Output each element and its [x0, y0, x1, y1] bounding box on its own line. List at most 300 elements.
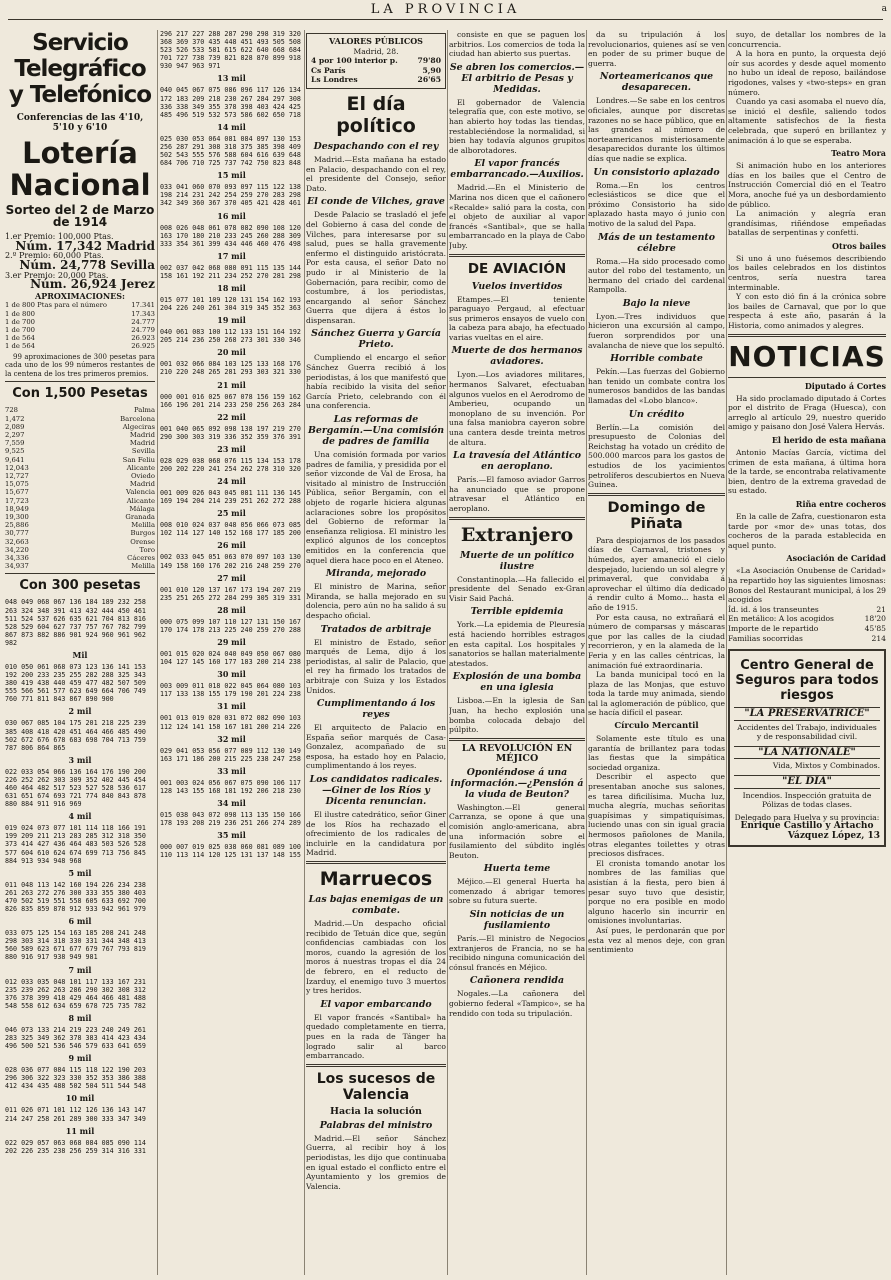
- thousand-heading: 29 mil: [217, 637, 246, 648]
- prize-city: Melilla: [131, 562, 155, 571]
- article-text: La banda municipal tocó en la plaza de las Monjas, que estuvo toda la tarde muy animada, siendo tal la aglomeración de público, que se hacía difícil el pasear.: [588, 670, 725, 718]
- article-text: El ministro de Estado, señor marqués de Lema, dijo á los periodistas, al salir de Palacio, que el rey ha firmado los tratados de arbitraje con Suiza y los Estados Unidos.: [306, 637, 446, 695]
- lottery-title: Lotería Nacional: [9, 136, 151, 203]
- article-text: El vapor francés «Santibal» ha quedado completamente en tierra, pues en la rada de Tánger ha logrado salir al barco embarrancado.: [306, 1012, 446, 1061]
- article-heading: Más de un testamento célebre: [598, 231, 715, 254]
- article-heading: Círculo Mercantil: [614, 721, 699, 732]
- prize-number: 9,525: [5, 447, 25, 456]
- article-heading: Otros bailes: [832, 240, 886, 251]
- value-label: Ls Londres: [311, 75, 358, 85]
- prize-row: [5, 529, 155, 537]
- prize-number: 32,663: [5, 537, 29, 546]
- number-block: 029 041 053 056 077 089 112 130 149 163 171 186 200 215 225 238 247 258: [160, 746, 301, 763]
- article-heading: Diputado á Cortes: [804, 380, 886, 391]
- article-text: «La Asociación Onubense de Caridad» ha repartido hoy las siguientes limosnas:: [728, 566, 886, 585]
- prize-city: Orense: [130, 537, 155, 546]
- article-heading: La travesía del Atlántico en aeroplano.: [453, 450, 581, 473]
- insurance-title: Centro General de Seguros para todos riesgos: [735, 658, 879, 704]
- article-text: El ministro de Marina, señor Miranda, se halla mejorado en su dolencia, pero aún no ha salido á su despacho oficial.: [306, 582, 446, 620]
- number-block: 030 067 085 104 175 201 218 225 239 385 408 418 420 451 464 466 485 490 502 672 676 678 683 698 704 713 759 787 806 864 865: [5, 719, 146, 752]
- prize-number: 34,937: [5, 562, 29, 571]
- article-heading: Los candidatos radicales.—Giner de los Ríos y Dicenta renuncian.: [309, 774, 443, 808]
- charity-value: 214: [871, 633, 886, 643]
- prize-number: 15,075: [5, 480, 29, 489]
- article-heading: Se abren los comercios.—El arbitrio de Pesas y Medidas.: [449, 61, 585, 95]
- charity-list: [728, 586, 886, 644]
- section-title: DE AVIACIÓN: [467, 260, 567, 277]
- number-block: 011 026 071 101 112 126 136 143 147 214 247 258 261 289 300 333 347 349: [5, 1106, 146, 1123]
- charity-row: [728, 586, 886, 605]
- newspaper-title: LA PROVINCIA: [370, 2, 521, 17]
- thousand-heading: 24 mil: [217, 476, 246, 487]
- number-block: 001 003 024 056 067 075 090 106 117 128 143 155 168 181 192 206 218 230: [160, 778, 301, 795]
- approximation-row: [5, 326, 155, 334]
- prize-item: [5, 232, 155, 251]
- prize-number: 17,723: [5, 496, 29, 505]
- number-block: 001 015 020 024 040 049 050 067 080 104 127 145 160 177 183 200 214 238: [160, 650, 301, 667]
- article-text: París.—El ministro de Negocios extranjeros de Francia, no se ha recibido ninguna comunicación del cónsul francés en Méjico.: [449, 934, 585, 972]
- column-divider: [726, 30, 727, 1275]
- thousand-heading: 2 mil: [68, 706, 92, 717]
- value-amount: 79'80: [417, 56, 441, 66]
- prize-city: Algeciras: [122, 422, 155, 431]
- draw-date: Sorteo del 2 de Marzo de 1914: [5, 203, 155, 230]
- prize-city: Valencia: [126, 488, 155, 497]
- number-block: 022 029 057 063 068 084 085 090 114 202 226 235 238 256 259 314 316 331: [5, 1138, 146, 1155]
- thousand-heading: 5 mil: [68, 867, 92, 878]
- number-block: 012 033 035 048 101 117 133 167 231 235 239 262 263 286 290 302 308 312 376 378 399 418 429 464 466 481 488 548 558 612 634 659 678 725 735 782: [5, 977, 146, 1010]
- number-block: 040 045 067 075 086 096 117 126 134 172 183 209 218 230 267 284 297 308 336 338 349 355 378 398 403 424 425 485 496 519 532 573 586 602 650 718: [160, 86, 301, 119]
- prize-row: [5, 546, 155, 554]
- prize-number: 12,727: [5, 471, 29, 480]
- charity-row: [728, 605, 886, 615]
- article-heading: Tratados de arbitraje: [320, 623, 432, 635]
- charity-label: Familias socorridas: [728, 633, 803, 643]
- section-title: Extranjero: [460, 523, 574, 546]
- approximation-amount: 1 de 700: [5, 317, 35, 326]
- thousand-heading: 3 mil: [68, 754, 92, 765]
- thousand-heading: 19 mil: [217, 315, 246, 326]
- section-title: LA REVOLUCIÓN EN MÉJICO: [461, 742, 573, 764]
- thousand-heading: 30 mil: [217, 669, 246, 680]
- prize-number: 9,641: [5, 455, 25, 464]
- number-block: 002 033 045 051 063 070 097 103 130 149 158 160 176 202 216 248 259 270: [160, 553, 301, 570]
- approximation-row: [5, 342, 155, 350]
- prize-city: Granada: [125, 512, 155, 521]
- article-text: Madrid.—Esta mañana ha estado en Palacio, despachando con el rey, el presidente del Consejo, señor Dato.: [306, 154, 446, 193]
- prize-row: [5, 554, 155, 562]
- value-row: [311, 75, 441, 85]
- number-block: 015 077 101 109 120 131 154 162 193 204 226 240 261 304 319 345 352 363: [160, 295, 301, 313]
- article-text: Berlín.—La comisión del presupuesto de Colonias del Reichstag ha votado un crédito de 500.000 marcos para los gastos de estudios de los yacimientos petrolíferos descubiertos en Nueva Guinea.: [588, 422, 725, 490]
- charity-label: Íd. id. á los transeuntes: [728, 604, 819, 614]
- masthead-rule: [8, 19, 883, 20]
- prize-number: 12,043: [5, 463, 29, 472]
- number-block: 046 073 133 214 219 223 240 249 261 283 325 349 362 378 383 414 423 434 496 500 521 536 546 579 633 641 659: [5, 1025, 146, 1051]
- prize-city: Alicante: [126, 463, 155, 472]
- value-label: 4 por 100 interior p.: [311, 56, 398, 66]
- insurer-name: "EL DIA": [734, 775, 880, 789]
- article-heading: Terrible epidemia: [470, 606, 564, 618]
- charity-row: [728, 614, 886, 624]
- page-mark: a: [881, 4, 887, 14]
- article-heading: Despachando con el rey: [313, 140, 439, 152]
- prize-item: [5, 271, 155, 290]
- article-subheading: Palabras del ministro: [319, 1119, 433, 1131]
- thousand-heading: 6 mil: [68, 916, 92, 927]
- article-text: Así pues, le perdonarán que por esta vez al menos deje, con gran sentimiento: [588, 925, 725, 955]
- article-text: Cuando ya casi asomaba el nuevo día, se inició el desfile, saliendo todos altamente satisfechos de la fiesta celebrada, que superó en brillantez y animación á lo que se esperaba.: [728, 97, 886, 145]
- thousand-heading: 33 mil: [217, 765, 246, 776]
- article-text: La animación y alegría eran grandísimas, riñéndose empeñadas batallas de serpentinas y confetti.: [728, 209, 886, 238]
- article-text: Lisboa.—En la iglesia de San Juan, ha hecho explosión una bomba colocada debajo del púlpito.: [449, 696, 585, 735]
- thousand-heading: 34 mil: [217, 797, 246, 808]
- prize-number: 15,677: [5, 488, 29, 497]
- prize-city: Melilla: [131, 521, 155, 530]
- article-heading: Sin noticias de un fusilamiento: [469, 909, 565, 932]
- article-text: York.—La epidemia de Pleuresía está haciendo horribles estragos en esta capital. Los hospitales y sanatorios se hallan materialmente atestados.: [449, 620, 585, 668]
- charity-value: 45'85: [864, 623, 886, 633]
- article-heading: Huerta teme: [483, 863, 551, 875]
- prize-row: [5, 480, 155, 488]
- article-text: Roma.—Ha sido procesado como autor del robo del testamento, un hermano del criado del cardenal Rampolla.: [588, 256, 725, 295]
- number-block: 002 037 042 068 080 091 115 135 144 158 161 192 211 234 252 270 281 298: [160, 263, 301, 280]
- prize-row: [5, 562, 155, 570]
- divider: [728, 334, 886, 337]
- column-foreign-local: [588, 30, 725, 1275]
- prize-city: Toro: [139, 545, 155, 554]
- prize-number: 728: [5, 406, 18, 415]
- divider: [306, 1064, 446, 1067]
- value-amount: 26'65: [417, 75, 441, 85]
- approximation-amount: 1 de 564: [5, 334, 35, 343]
- article-heading: Muerte de un político ilustre: [459, 549, 575, 572]
- thousand-heading: 10 mil: [65, 1093, 95, 1104]
- number-block: 019 024 073 077 101 114 118 166 191 199 209 211 213 283 285 312 318 350 373 414 427 436 464 483 503 526 528 577 604 610 624 674 699 713 756 845 884 913 934 948 968: [5, 824, 146, 865]
- number-block: 001 009 026 043 045 081 111 136 145 169 194 204 214 239 251 262 272 288: [160, 489, 301, 506]
- article-text: Si animación hubo en los anteriores días en los bailes que el Centro de Instrucción Comercial dió en el Teatro Mora, anoche fué ya un desbordamiento de público.: [728, 161, 886, 209]
- prize-city: Barcelona: [120, 414, 155, 423]
- divider: [449, 738, 585, 741]
- prize-number: Núm. 26,924 Jerez: [30, 277, 155, 292]
- insurer-description: Accidentes del Trabajo, individuales y de responsabilidad civil.: [737, 722, 877, 742]
- prize-city: Sevilla: [131, 447, 155, 456]
- article-text: A la hora en punto, la orquesta dejó oír sus acordes y desde aquel momento no hubo un ideal de reposo, bailándose rigodones, valses y «two-steps» en gran número.: [728, 49, 886, 97]
- charity-label: En metálico: A los acogidos: [728, 614, 834, 624]
- prize-city: Madrid: [129, 480, 155, 489]
- article-heading: Explosión de una bomba en una iglesia: [452, 671, 582, 694]
- article-text: Si uno á uno fuésemos describiendo los bailes celebrados en los distintos centros, sería nuestra tarea interminable.: [728, 253, 886, 292]
- thousand-heading: 22 mil: [217, 411, 246, 422]
- article-text: suyo, de detallar los nombres de la concurrencia.: [728, 30, 886, 49]
- prizes-1500-list: [5, 406, 155, 570]
- delegate-name: Enrique Castillo y Artacho: [740, 821, 874, 832]
- prize-row: [5, 497, 155, 505]
- number-block: 001 010 120 137 167 173 194 207 219 235 251 265 272 284 299 305 319 331: [160, 585, 301, 602]
- approximations-list: [5, 301, 155, 350]
- prize-row: [5, 472, 155, 480]
- section-title: Los sucesos de Valencia: [316, 1070, 436, 1103]
- prize-city: Burgos: [130, 529, 155, 538]
- section-title: El día político: [336, 92, 416, 137]
- insurance-ad: [728, 649, 886, 847]
- article-text: Ha sido proclamado diputado á Cortes por el distrito de Fraga (Huesca), con arreglo al artículo 29, nuestro querido amigo y paisano don José Valera Hervás.: [728, 393, 886, 432]
- article-text: Desde Palacio se trasladó el jefe del Gobierno á casa del conde de Vilches, para interesarse por su salud, pues se halla gravemente enfermo el distinguido aristócrata. Por esta causa, el señor Dato no pudo ir al Ministerio de la Gobernación, para recibir, como de costumbre, á los periodistas, encargando al señor Sánchez Guerra que dijera á éstos lo dispensaran.: [306, 210, 446, 325]
- prize-number: 18,949: [5, 504, 29, 513]
- article-text: Cumpliendo el encargo el señor Sánchez Guerra recibió á los periodistas, á los que manifestó que había recibido la visita del señor García Prieto, celebrando con él una conferencia.: [306, 353, 446, 411]
- approximation-row: [5, 310, 155, 318]
- article-heading: El conde de Vilches, grave: [307, 196, 445, 208]
- prize-number: 25,886: [5, 521, 29, 530]
- section-title: Marruecos: [319, 868, 433, 891]
- prize-row: [5, 521, 155, 529]
- prize-row: [5, 415, 155, 423]
- article-text: Méjico.—El general Huerta ha comenzado á abrigar temores sobre su futura suerte.: [449, 877, 585, 906]
- prize-city: San Feliu: [122, 455, 155, 464]
- thousand-heading: 7 mil: [68, 964, 92, 975]
- article-text: El arquitecto de Palacio en España señor marqués de Casa-Gonzalez, acompañado de su esposa, ha estado hoy en Palacio, cumplimentando á los reyes.: [306, 723, 446, 771]
- divider: [728, 377, 886, 378]
- prize-number: 30,777: [5, 529, 29, 538]
- article-heading: Oponiéndose á una información.—¿Pensión á la viuda de Beuton?: [450, 766, 584, 800]
- charity-row: [728, 624, 886, 634]
- thousand-heading: 31 mil: [217, 701, 246, 712]
- conferences-line: Conferencias de las 4'10, 5'10 y 6'10: [16, 113, 144, 133]
- thousand-heading: 27 mil: [217, 572, 246, 583]
- thousand-heading: 23 mil: [217, 443, 246, 454]
- value-amount: 5,90: [422, 65, 441, 75]
- column-divider: [157, 30, 158, 1275]
- article-text: da su tripulación á los revolucionarios, quienes así se ven en poder de su primer buque de guerra.: [588, 30, 725, 68]
- prize-label: 2.º Premio: 60,000 Ptas.: [5, 251, 104, 261]
- article-heading: Norteamericanos que desaparecen.: [599, 71, 714, 94]
- column-divider: [586, 30, 587, 1275]
- article-text: Y con esto dió fin á la crónica sobre los bailes de Carnaval, que por lo que respecta á este año, pasarán á la Historia, como animados y alegres.: [728, 292, 886, 331]
- prize-row: [5, 488, 155, 496]
- prize-item: [5, 251, 155, 270]
- article-text: Pekín.—Las fuerzas del Gobierno han tenido un combate contra los numerosos bandidos de las bandas llamadas del «Lobo blanco».: [588, 367, 725, 406]
- article-heading: Horrible combate: [610, 353, 703, 365]
- article-text: Para despiojarnos de los pasados días de Carnaval, tristones y húmedos, ayer amaneció el cielo despejado, luciendo un sol alegre y primaveral, que convidaba á aprovechar el último día dedicado á rendir culto á Momo... hasta el año de 1915.: [588, 535, 725, 612]
- divider: [5, 381, 155, 382]
- number-block: 048 049 068 067 136 184 189 232 258 263 324 348 391 413 432 444 450 461 511 524 537 626 635 621 704 813 816 528 529 604 627 737 757 767 782 799 867 873 882 886 901 924 960 961 962 982: [5, 598, 146, 647]
- thousand-heading: 18 mil: [217, 282, 246, 293]
- divider: [5, 573, 155, 574]
- charity-value: 29: [876, 585, 886, 595]
- heading-300: Con 300 pesetas: [19, 578, 141, 594]
- column-politics: [306, 30, 446, 1275]
- column-notices: [728, 30, 886, 1275]
- number-block: 033 041 060 070 093 097 115 122 138 198 214 231 242 254 259 270 283 298 342 349 360 367 370 405 421 428 461: [160, 183, 301, 208]
- divider: [306, 861, 446, 864]
- number-block: 003 009 011 018 022 045 064 080 103 117 133 138 155 179 190 201 224 238: [160, 682, 301, 699]
- number-block: 001 013 019 020 031 072 082 090 103 112 124 141 158 167 181 200 214 226: [160, 714, 301, 731]
- article-text: Lyon.—Tres individuos que hicieron una excursión al campo, fueron sorprendidos por una avalancha de nieve que los sepultó.: [588, 311, 725, 350]
- thousand-heading: 32 mil: [217, 733, 246, 744]
- prize-row: [5, 538, 155, 546]
- public-values-title: VALORES PÚBLICOS: [329, 36, 423, 46]
- thousand-heading: 11 mil: [65, 1125, 95, 1136]
- number-block: 028 036 077 084 115 118 122 190 203 296 306 322 323 330 352 353 386 388 412 434 435 488 502 504 511 544 548: [5, 1066, 146, 1091]
- article-heading: Asociación de Caridad: [786, 553, 886, 564]
- article-heading: Cumplimentando á los reyes: [316, 698, 436, 721]
- prize-number: 2,297: [5, 430, 25, 439]
- charity-value: 21: [876, 604, 886, 614]
- article-text: Nogales.—La cañonera del gobierno federal «Tampico», se ha rendido con toda su tripulación.: [449, 989, 585, 1018]
- article-text: Lyon.—Los aviadores militares, hermanos Salvaret, efectuaban algunos vuelos en el Aerodromo de Amberieu, ocupando un monoplano de su invención. Por una falsa maniobra cayeron sobre una cantera desde treinta metros de altura.: [449, 370, 585, 447]
- thousand-heading: 17 mil: [217, 250, 246, 261]
- article-text: Etampes.—El teniente paraguayo Pergaud, al efectuar sus primeros ensayos de vuelo con la cabeza para abajo, ha efectuado varias vueltas en el aire.: [449, 294, 585, 342]
- approximation-amount: 1 de 800: [5, 309, 35, 318]
- column-lottery: [5, 30, 155, 1275]
- article-text: Madrid.—Un despacho oficial recibido de Tetuán dice que, según confidencias cambiadas con los moros, cuando la agresión de los moros á nuestras tropas el día 24 de febrero, en el reducto de Izarduy, el enemigo tuvo 3 muertos y tres heridos.: [306, 919, 446, 996]
- article-heading: El vapor francés embarrancado.—Auxilios.: [450, 158, 584, 181]
- prize-city: Cáceres: [127, 554, 155, 562]
- article-text: Washington.—El general Carranza, se opone á que una comisión anglo-americana, abra una información sobre el fusilamiento del súbdito inglés Beuton.: [449, 802, 585, 860]
- article-heading: El herido de esta mañana: [771, 435, 886, 445]
- divider: [588, 493, 725, 496]
- thousand-heading: 28 mil: [217, 604, 246, 615]
- telegraph-banner: Servicio Telegráfico y Telefónico: [8, 30, 152, 108]
- number-block: 028 029 038 068 076 115 134 153 178 200 202 220 241 254 262 278 310 320: [160, 456, 301, 473]
- approximation-row: [5, 334, 155, 342]
- thousand-heading: 15 mil: [217, 170, 246, 181]
- article-heading: Sánchez Guerra y García Prieto.: [311, 328, 441, 351]
- number-block: 296 217 227 288 287 290 298 319 320 368 369 370 435 448 451 493 505 508 523 526 533 581 615 622 640 668 684 701 727 738 739 821 828 870 899 918 930 947 963 971: [160, 30, 301, 71]
- article-text: Solamente este título es una garantía de brillantez para todas las fiestas que la simpática sociedad organiza.: [588, 734, 725, 772]
- number-block: 001 032 066 084 103 125 133 168 176 210 220 248 265 281 293 303 321 330: [160, 360, 301, 377]
- notices-title: NOTICIAS: [728, 339, 886, 373]
- number-block: 040 061 083 100 112 133 151 164 192 205 214 236 250 268 273 301 330 346: [160, 328, 301, 345]
- column-divider: [304, 30, 305, 1275]
- number-block: 001 040 065 092 098 138 197 219 270 290 300 303 319 336 352 359 376 391: [160, 424, 301, 441]
- article-heading: Cañonera rendida: [469, 975, 565, 987]
- article-heading: Miranda, mejorado: [325, 568, 427, 580]
- masthead: [0, 0, 891, 28]
- value-label: Cs París: [311, 65, 346, 75]
- prize-number: Núm. 17,342 Madrid: [15, 238, 155, 253]
- insurer-description: Vida, Mixtos y Combinados.: [772, 761, 880, 771]
- prize-number: 34,220: [5, 545, 29, 554]
- thousand-heading: 8 mil: [68, 1012, 92, 1023]
- thousand-heading: 35 mil: [217, 830, 246, 841]
- article-text: consiste en que se paguen los arbitrios. Los comercios de toda la ciudad han abierto sus puertas.: [449, 30, 585, 59]
- thousand-heading: 4 mil: [68, 811, 92, 822]
- insurer-name: "LA NATIONALE": [734, 746, 880, 760]
- divider: [449, 254, 585, 257]
- article-text: El gobernador de Valencia telegrafía que, con este motivo, se han abierto hoy todas las tiendas, restableciéndose la normalidad, si bien hay todavía algunos grupitos de alborotadores.: [449, 97, 585, 155]
- prize-city: Palma: [134, 406, 155, 415]
- article-heading: El vapor embarcando: [320, 998, 432, 1010]
- insurer-description: Incendios. Inspección gratuita de Pólizas de todas clases.: [742, 790, 872, 810]
- approximation-number: 24.779: [131, 325, 155, 334]
- prize-city: Oviedo: [130, 471, 155, 480]
- number-block: 010 050 061 068 073 123 136 141 153 192 200 233 235 255 282 288 325 343 380 419 438 440 459 477 482 507 509 555 566 561 577 623 649 664 706 749 760 771 811 843 867 890 900: [5, 662, 146, 704]
- article-text: Madrid.—En el Ministerio de Marina nos dicen que el cañonero «Recalde» salió para la costa, con el objeto de auxiliar al vapor francés «Santibal», que se halla embarrancado en la playa de Cabo Juby.: [449, 183, 585, 250]
- thousand-heading: 14 mil: [217, 121, 246, 132]
- approximation-number: 26.923: [131, 334, 155, 343]
- approximation-number: 24.777: [131, 317, 155, 326]
- number-block: 022 033 054 066 136 164 176 190 200 226 252 262 303 309 352 402 445 454 460 464 482 517 523 527 528 536 617 631 651 674 693 721 774 840 843 878 880 884 911 916 969: [5, 767, 146, 809]
- approximation-row: [5, 301, 155, 309]
- charity-row: [728, 634, 886, 644]
- article-text: París.—El famoso aviador Garros ha anunciado que se propone atravesar el Atlántico en aeroplano.: [449, 475, 585, 513]
- approximations-heading: APROXIMACIONES:: [35, 290, 125, 301]
- prize-city: Málaga: [129, 504, 155, 513]
- prize-number: 1,472: [5, 414, 25, 423]
- approximation-row: [5, 318, 155, 326]
- insurer-name: "LA PRESERVATRICE": [734, 707, 880, 721]
- section-title: Domingo de Piñata: [607, 499, 706, 532]
- article-heading: Un consistorio aplazado: [593, 166, 720, 178]
- article-heading: Vuelos invertidos: [471, 280, 563, 292]
- public-values-box: [306, 33, 446, 89]
- column-lottery-numbers: [160, 30, 303, 1275]
- prize-city: Madrid: [129, 439, 155, 448]
- prize-number: 19,300: [5, 512, 29, 521]
- charity-label: Importe de le repartido: [728, 623, 819, 633]
- number-block: 008 026 048 061 078 082 090 108 120 163 170 180 210 233 245 260 288 309 333 354 361 399 434 446 460 476 498: [160, 223, 301, 248]
- public-values-date: Madrid, 28.: [353, 46, 399, 56]
- heading-1500: Con 1,500 Pesetas: [12, 386, 148, 402]
- article-text: Madrid.—El señor Sánchez Guerra, al recibir hoy á los periodistas, les dijo que continuaba en igual estado el conflicto entre el Ayuntamiento y los gremios de Valencia.: [306, 1133, 446, 1191]
- number-block: 025 030 053 064 081 084 097 130 153 256 287 291 308 318 375 385 398 409 502 543 555 576 588 604 616 639 648 684 706 710 725 737 742 750 823 848: [160, 134, 301, 168]
- article-text: Antonio Macías García, víctima del crimen de esta mañana, á última hora de la tarde, se encontraba relativamente bien, dentro de la extrema gravedad de su estado.: [728, 448, 886, 496]
- prize-row: [5, 423, 155, 431]
- number-block: 000 001 016 025 067 078 156 159 162 166 196 201 214 233 250 256 263 284: [160, 392, 301, 409]
- article-text: Describir el aspecto que presentaban anoche sus salones, es tarea dificilísima. Mucha luz, mucha alegría, muchas señoritas guapísimas y simpatiquísimas, luciendo unas con sin igual gracia hermosos pañolones de Manila, otras elegantes toilettes y otras preciosos disfraces.: [588, 772, 725, 859]
- article-text: Londres.—Se sabe en los centros oficiales, aunque por discretas razones no se hace público, que en las grandes al número de norteamericanos misteriosamente desaparecidos durante los últimos días que nadie se explica.: [588, 96, 725, 163]
- article-heading: Muerte de dos hermanos aviadores.: [451, 345, 583, 368]
- prize-row: [5, 439, 155, 447]
- article-text: Roma.—En los centros eclesiásticos se dice que el próximo Consistorio ha sido aplazado hasta mayo ó junio con motivo de la salud del Papa.: [588, 180, 725, 228]
- prize-label: 3.er Premio: 20,000 Ptas.: [5, 270, 109, 280]
- approximation-amount: 1 de 700: [5, 325, 35, 334]
- prize-row: [5, 447, 155, 455]
- number-block: 000 075 099 107 110 127 131 150 167 170 174 178 213 225 240 259 270 288: [160, 617, 301, 634]
- approximation-amount: 1 de 800 Ptas para el número: [5, 301, 107, 310]
- article-text: El ilustre catedrático, señor Giner de los Ríos ha rechazado el ofrecimiento de los radicales de incluirle en la candidatura por Madrid.: [306, 810, 446, 858]
- charity-label: Bonos del Restaurant municipal, á los acogidos: [728, 585, 874, 605]
- prize-number: 2,089: [5, 422, 25, 431]
- article-text: El cronista tomando anotar los nombres de las familias que asistían á la fiesta, pero bien á pesar suyo tuvo que desistir, porque no era posible en modo alguno hacerlo sin incurrir en omisiones involuntarias.: [588, 858, 725, 926]
- prize-row: [5, 513, 155, 521]
- thousand-heading: Mil: [72, 649, 88, 660]
- prize-city: Madrid: [129, 430, 155, 439]
- prize-number: Núm. 24,778 Sevilla: [19, 257, 155, 272]
- value-row: [311, 66, 441, 76]
- charity-value: 18'20: [864, 614, 886, 624]
- prize-row: [5, 431, 155, 439]
- article-text: Constantinopla.—Ha fallecido el presidente del Senado ex-Gran Visir Said Pachá.: [449, 574, 585, 603]
- divider: [449, 517, 585, 520]
- prize-number: 34,336: [5, 554, 29, 562]
- thousand-heading: 21 mil: [217, 379, 246, 390]
- article-heading: Las bajas enemigas de un combate.: [308, 894, 444, 917]
- article-heading: Las reformas de Bergamín.—Una comisión de padres de familia: [307, 414, 445, 448]
- thousand-heading: 26 mil: [217, 540, 246, 551]
- prize-label: 1.er Premio: 100,000 Ptas.: [5, 232, 114, 242]
- prize-list: [5, 232, 155, 290]
- column-news: [449, 30, 585, 1275]
- thousand-heading: 25 mil: [217, 508, 246, 519]
- number-block: 033 075 125 154 163 185 208 241 248 298 303 314 318 330 331 344 348 413 560 589 623 671 677 679 767 793 819 880 916 917 938 949 981: [5, 929, 146, 962]
- article-heading: Hacia la solución: [330, 1105, 422, 1117]
- thousand-heading: 16 mil: [217, 210, 246, 221]
- column-divider: [447, 30, 448, 1275]
- approximation-number: 17.341: [131, 301, 155, 310]
- number-block: 000 007 019 025 038 060 081 089 100 110 113 114 120 125 131 137 148 155: [160, 843, 301, 860]
